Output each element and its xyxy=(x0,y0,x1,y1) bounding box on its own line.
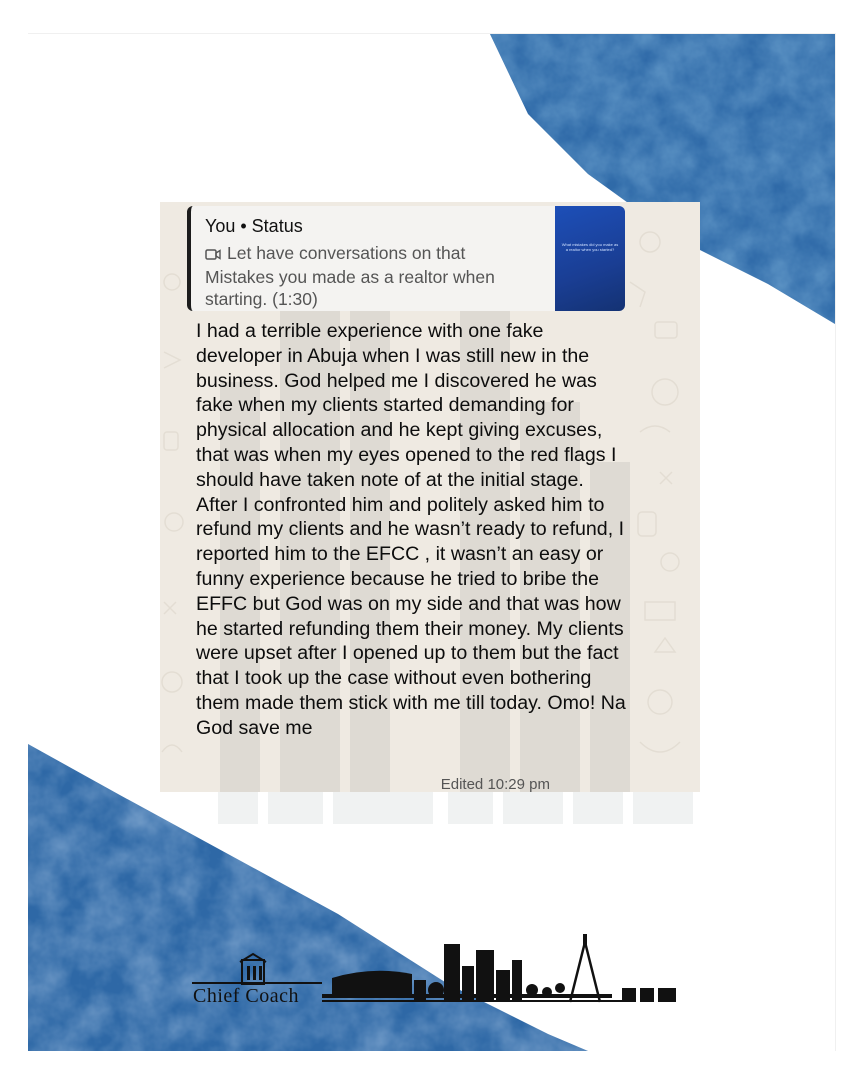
message-text: I had a terrible experience with one fake developer in Abuja when I was still new in the business. God helped me I discovered he was fake when my clients started demanding for physical allocation and he kept giving excuses, that was when my eyes opened to the red flags I should have taken note of at the initial stage. After I confronted him and politely asked him to refund my clients and he wasn’t ready to refund, I reported him to the EFCC , it wasn’t an easy or funny experience because he tried to bribe the EFFC but God was on my side and that was how he started refunding them their money. My clients were upset after I opened up to them but the fact that I took up the case without even bothering them made them stick with me till today. Omo! Na God save me xyxy=(196,320,626,739)
brand-name: Chief Coach xyxy=(193,985,300,1007)
thumbnail-caption: What mistakes did you make as a realtor when you started? xyxy=(561,242,619,252)
status-thumbnail[interactable] xyxy=(555,206,625,311)
chat-screenshot xyxy=(160,202,700,792)
message-time: 10:29 pm xyxy=(487,776,550,792)
edited-label: Edited xyxy=(440,776,484,792)
status-reply-quote[interactable] xyxy=(187,206,625,311)
video-camera-icon xyxy=(205,244,221,266)
message-bubble xyxy=(160,202,630,792)
quote-text xyxy=(205,242,525,310)
message-meta xyxy=(441,776,550,792)
poster-frame xyxy=(28,33,836,1051)
quote-caption: Let have conversations on that Mistakes you made as a realtor when starting. (1:30) xyxy=(205,243,495,309)
quote-title: You • Status xyxy=(205,216,303,236)
